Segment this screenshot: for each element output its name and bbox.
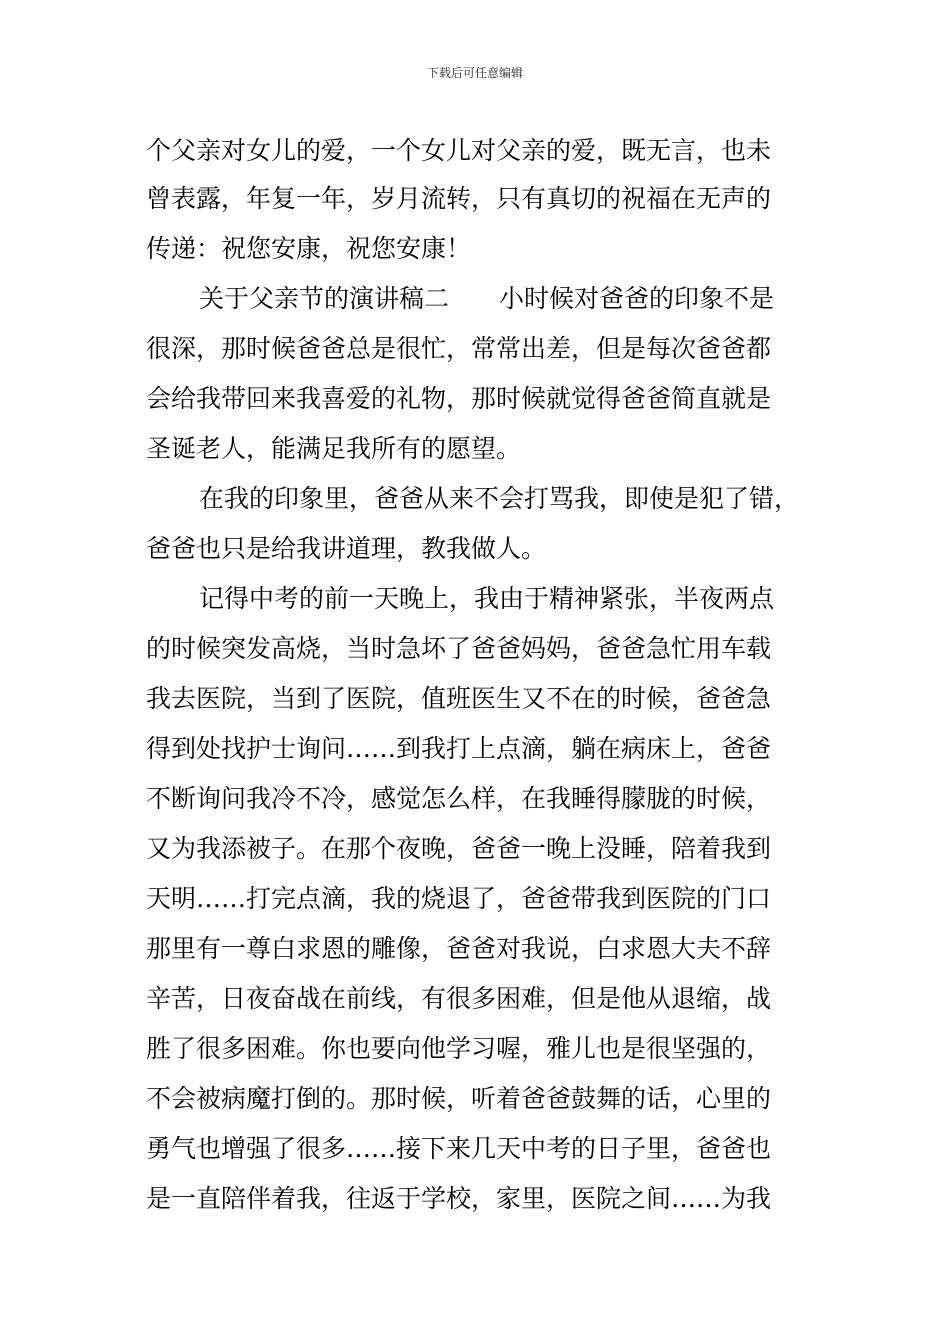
text-line-10: 记得中考的前一天晚上，我由于精神紧张，半夜两点 — [199, 584, 775, 613]
text-line-22: 是一直陪伴着我，往返于学校，家里，医院之间……为我 — [146, 1184, 772, 1213]
text-line-19: 胜了很多困难。你也要向他学习喔，雅儿也是很坚强的， — [146, 1034, 772, 1063]
text-line-5: 很深，那时候爸爸总是很忙，常常出差，但是每次爸爸都 — [146, 334, 772, 363]
text-line-7: 圣诞老人，能满足我所有的愿望。 — [146, 434, 522, 463]
text-line-15: 又为我添被子。在那个夜晚，爸爸一晚上没睡，陪着我到 — [146, 834, 772, 863]
text-line-16: 天明……打完点滴，我的烧退了，爸爸带我到医院的门口 — [146, 884, 772, 913]
text-line-11: 的时候突发高烧，当时急坏了爸爸妈妈，爸爸急忙用车载 — [146, 634, 772, 663]
text-line-21: 勇气也增强了很多……接下来几天中考的日子里，爸爸也 — [146, 1134, 772, 1163]
text-line-6: 会给我带回来我喜爱的礼物，那时候就觉得爸爸简直就是 — [146, 384, 772, 413]
text-line-12: 我去医院，当到了医院，值班医生又不在的时候，爸爸急 — [146, 684, 772, 713]
text-line-20: 不会被病魔打倒的。那时候，听着爸爸鼓舞的话，心里的 — [146, 1084, 772, 1113]
text-line-18: 辛苦，日夜奋战在前线，有很多困难，但是他从退缩，战 — [146, 984, 772, 1013]
text-line-1: 个父亲对女儿的爱，一个女儿对父亲的爱，既无言，也未 — [146, 136, 772, 165]
text-line-14: 不断询问我冷不冷，感觉怎么样，在我睡得朦胧的时候， — [146, 784, 772, 813]
text-line-13: 得到处找护士询问……到我打上点滴，躺在病床上，爸爸 — [146, 734, 772, 763]
page-header: 下载后可任意编辑 — [426, 66, 523, 80]
text-line-2: 曾表露，年复一年，岁月流转，只有真切的祝福在无声的 — [146, 184, 772, 213]
text-line-9: 爸爸也只是给我讲道理，教我做人。 — [146, 534, 547, 563]
text-line-17: 那里有一尊白求恩的雕像，爸爸对我说，白求恩大夫不辞 — [146, 934, 772, 963]
text-line-4: 关于父亲节的演讲稿二 小时候对爸爸的印象不是 — [199, 284, 775, 313]
text-line-3: 传递：祝您安康，祝您安康！ — [146, 234, 472, 263]
text-line-8: 在我的印象里，爸爸从来不会打骂我，即使是犯了错， — [199, 484, 800, 513]
